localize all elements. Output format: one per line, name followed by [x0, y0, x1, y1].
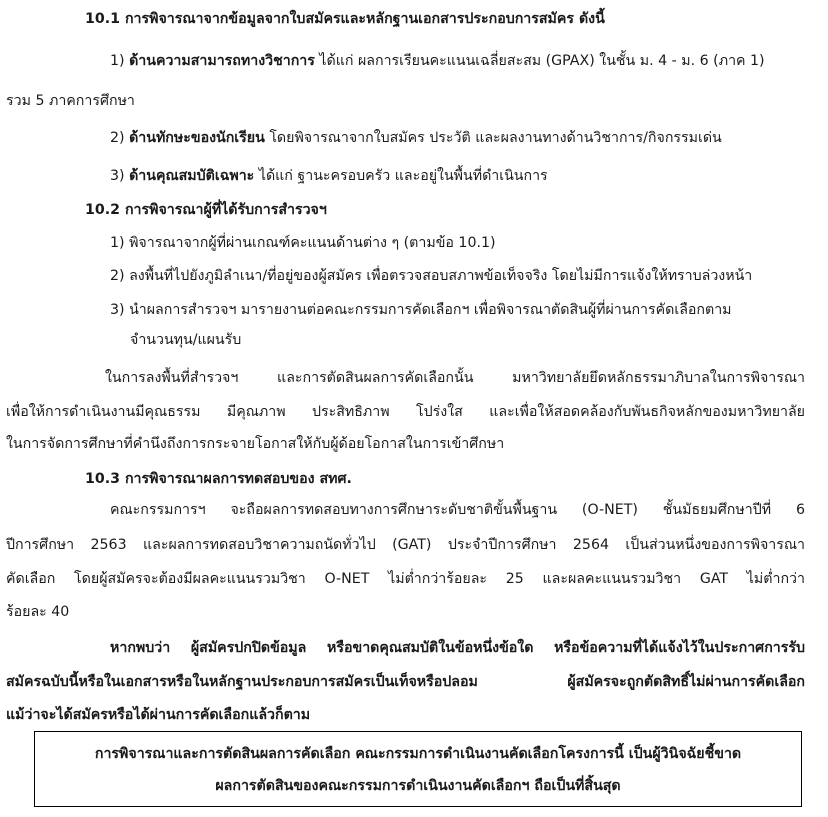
warning-line-2: สมัครฉบับนี้หรือในเอกสารหรือในหลักฐานประกอบการสมัครเป็นเท็จหรือปลอม ผู้สมัครจะถูกตัดสิทธิ์ไม่ผ่านการคัดเลือก [6, 674, 805, 690]
warning-line-3: แม้ว่าจะได้สมัครหรือได้ผ่านการคัดเลือกแล้วก็ตาม [6, 707, 311, 723]
item-title: ด้านคุณสมบัติเฉพาะ [129, 168, 255, 184]
survey-paragraph-line-2: เพื่อให้การดำเนินงานมีคุณธรรม มีคุณภาพ ประสิทธิภาพ โปร่งใส และเพื่อให้สอดคล้องกับพันธกิจหลักของมหาวิทยาลัย [6, 404, 805, 420]
survey-paragraph-line-1: ในการลงพื้นที่สำรวจฯ และการตัดสินผลการคัดเลือกนั้น มหาวิทยาลัยยึดหลักธรรมาภิบาลในการพิจารณา [105, 370, 805, 386]
final-decision-line-1: การพิจารณาและการตัดสินผลการคัดเลือก คณะกรรมการดำเนินงานคัดเลือกโครงการนี้ เป็นผู้วินิจฉัยชี้ขาด [94, 746, 742, 762]
survey-item-3: 3) นำผลการสำรวจฯ มารายงานต่อคณะกรรมการคัดเลือกฯ เพื่อพิจารณาตัดสินผู้ที่ผ่านการคัดเลือกตาม [110, 302, 732, 318]
item-text: ได้แก่ ผลการเรียนคะแนนเฉลี่ยสะสม (GPAX) ในชั้น ม. 4 - ม. 6 (ภาค 1) [319, 53, 765, 69]
survey-item-3-continuation: จำนวนทุน/แผนรับ [130, 332, 242, 348]
onet-paragraph-line-2: ปีการศึกษา 2563 และผลการทดสอบวิชาความถนัดทั่วไป (GAT) ประจำปีการศึกษา 2564 เป็นส่วนหนึ่งของการพิจารณา [6, 537, 805, 553]
criteria-item-1 [110, 51, 765, 71]
criteria-item-2 [110, 128, 722, 148]
onet-paragraph-line-3: คัดเลือก โดยผู้สมัครจะต้องมีผลคะแนนรวมวิชา O-NET ไม่ต่ำกว่าร้อยละ 25 และผลคะแนนรวมวิชา GAT ไม่ต่ำกว่า [6, 571, 805, 587]
warning-line-1: หากพบว่า ผู้สมัครปกปิดข้อมูล หรือขาดคุณสมบัติในข้อหนึ่งข้อใด หรือข้อความที่ได้แจ้งไว้ในประกาศการรับ [110, 640, 805, 656]
item-title: ด้านความสามารถทางวิชาการ [129, 53, 315, 69]
section-10-1-heading: 10.1 การพิจารณาจากข้อมูลจากใบสมัครและหลักฐานเอกสารประกอบการสมัคร ดังนี้ [85, 11, 605, 27]
criteria-item-3 [110, 166, 548, 186]
survey-paragraph-line-3: ในการจัดการศึกษาที่คำนึงถึงการกระจายโอกาสให้กับผู้ด้อยโอกาสในการเข้าศึกษา [6, 436, 505, 452]
item-number: 1) [110, 53, 125, 69]
section-10-2-heading: 10.2 การพิจารณาผู้ที่ได้รับการสำรวจฯ [85, 202, 327, 218]
survey-item-1: 1) พิจารณาจากผู้ที่ผ่านเกณฑ์คะแนนด้านต่าง ๆ (ตามข้อ 10.1) [110, 235, 496, 251]
item-number: 2) [110, 130, 125, 146]
item-text: โดยพิจารณาจากใบสมัคร ประวัติ และผลงานทางด้านวิชาการ/กิจกรรมเด่น [269, 130, 722, 146]
criteria-item-1-continuation: รวม 5 ภาคการศึกษา [6, 93, 135, 109]
final-decision-line-2: ผลการตัดสินของคณะกรรมการดำเนินงานคัดเลือกฯ ถือเป็นที่สิ้นสุด [215, 778, 621, 794]
survey-item-2: 2) ลงพื้นที่ไปยังภูมิลำเนา/ที่อยู่ของผู้สมัคร เพื่อตรวจสอบสภาพข้อเท็จจริง โดยไม่มีการแจ้งให้ทราบล่วงหน้า [110, 268, 753, 284]
section-10-3-heading: 10.3 การพิจารณาผลการทดสอบของ สทศ. [85, 471, 352, 487]
item-title: ด้านทักษะของนักเรียน [129, 130, 265, 146]
item-text: ได้แก่ ฐานะครอบครัว และอยู่ในพื้นที่ดำเนินการ [258, 168, 548, 184]
final-decision-box [34, 731, 802, 807]
onet-paragraph-line-1: คณะกรรมการฯ จะถือผลการทดสอบทางการศึกษาระดับชาติขั้นพื้นฐาน (O-NET) ชั้นมัธยมศึกษาปีที่ 6 [110, 502, 805, 518]
item-number: 3) [110, 168, 125, 184]
onet-paragraph-line-4: ร้อยละ 40 [6, 604, 70, 620]
